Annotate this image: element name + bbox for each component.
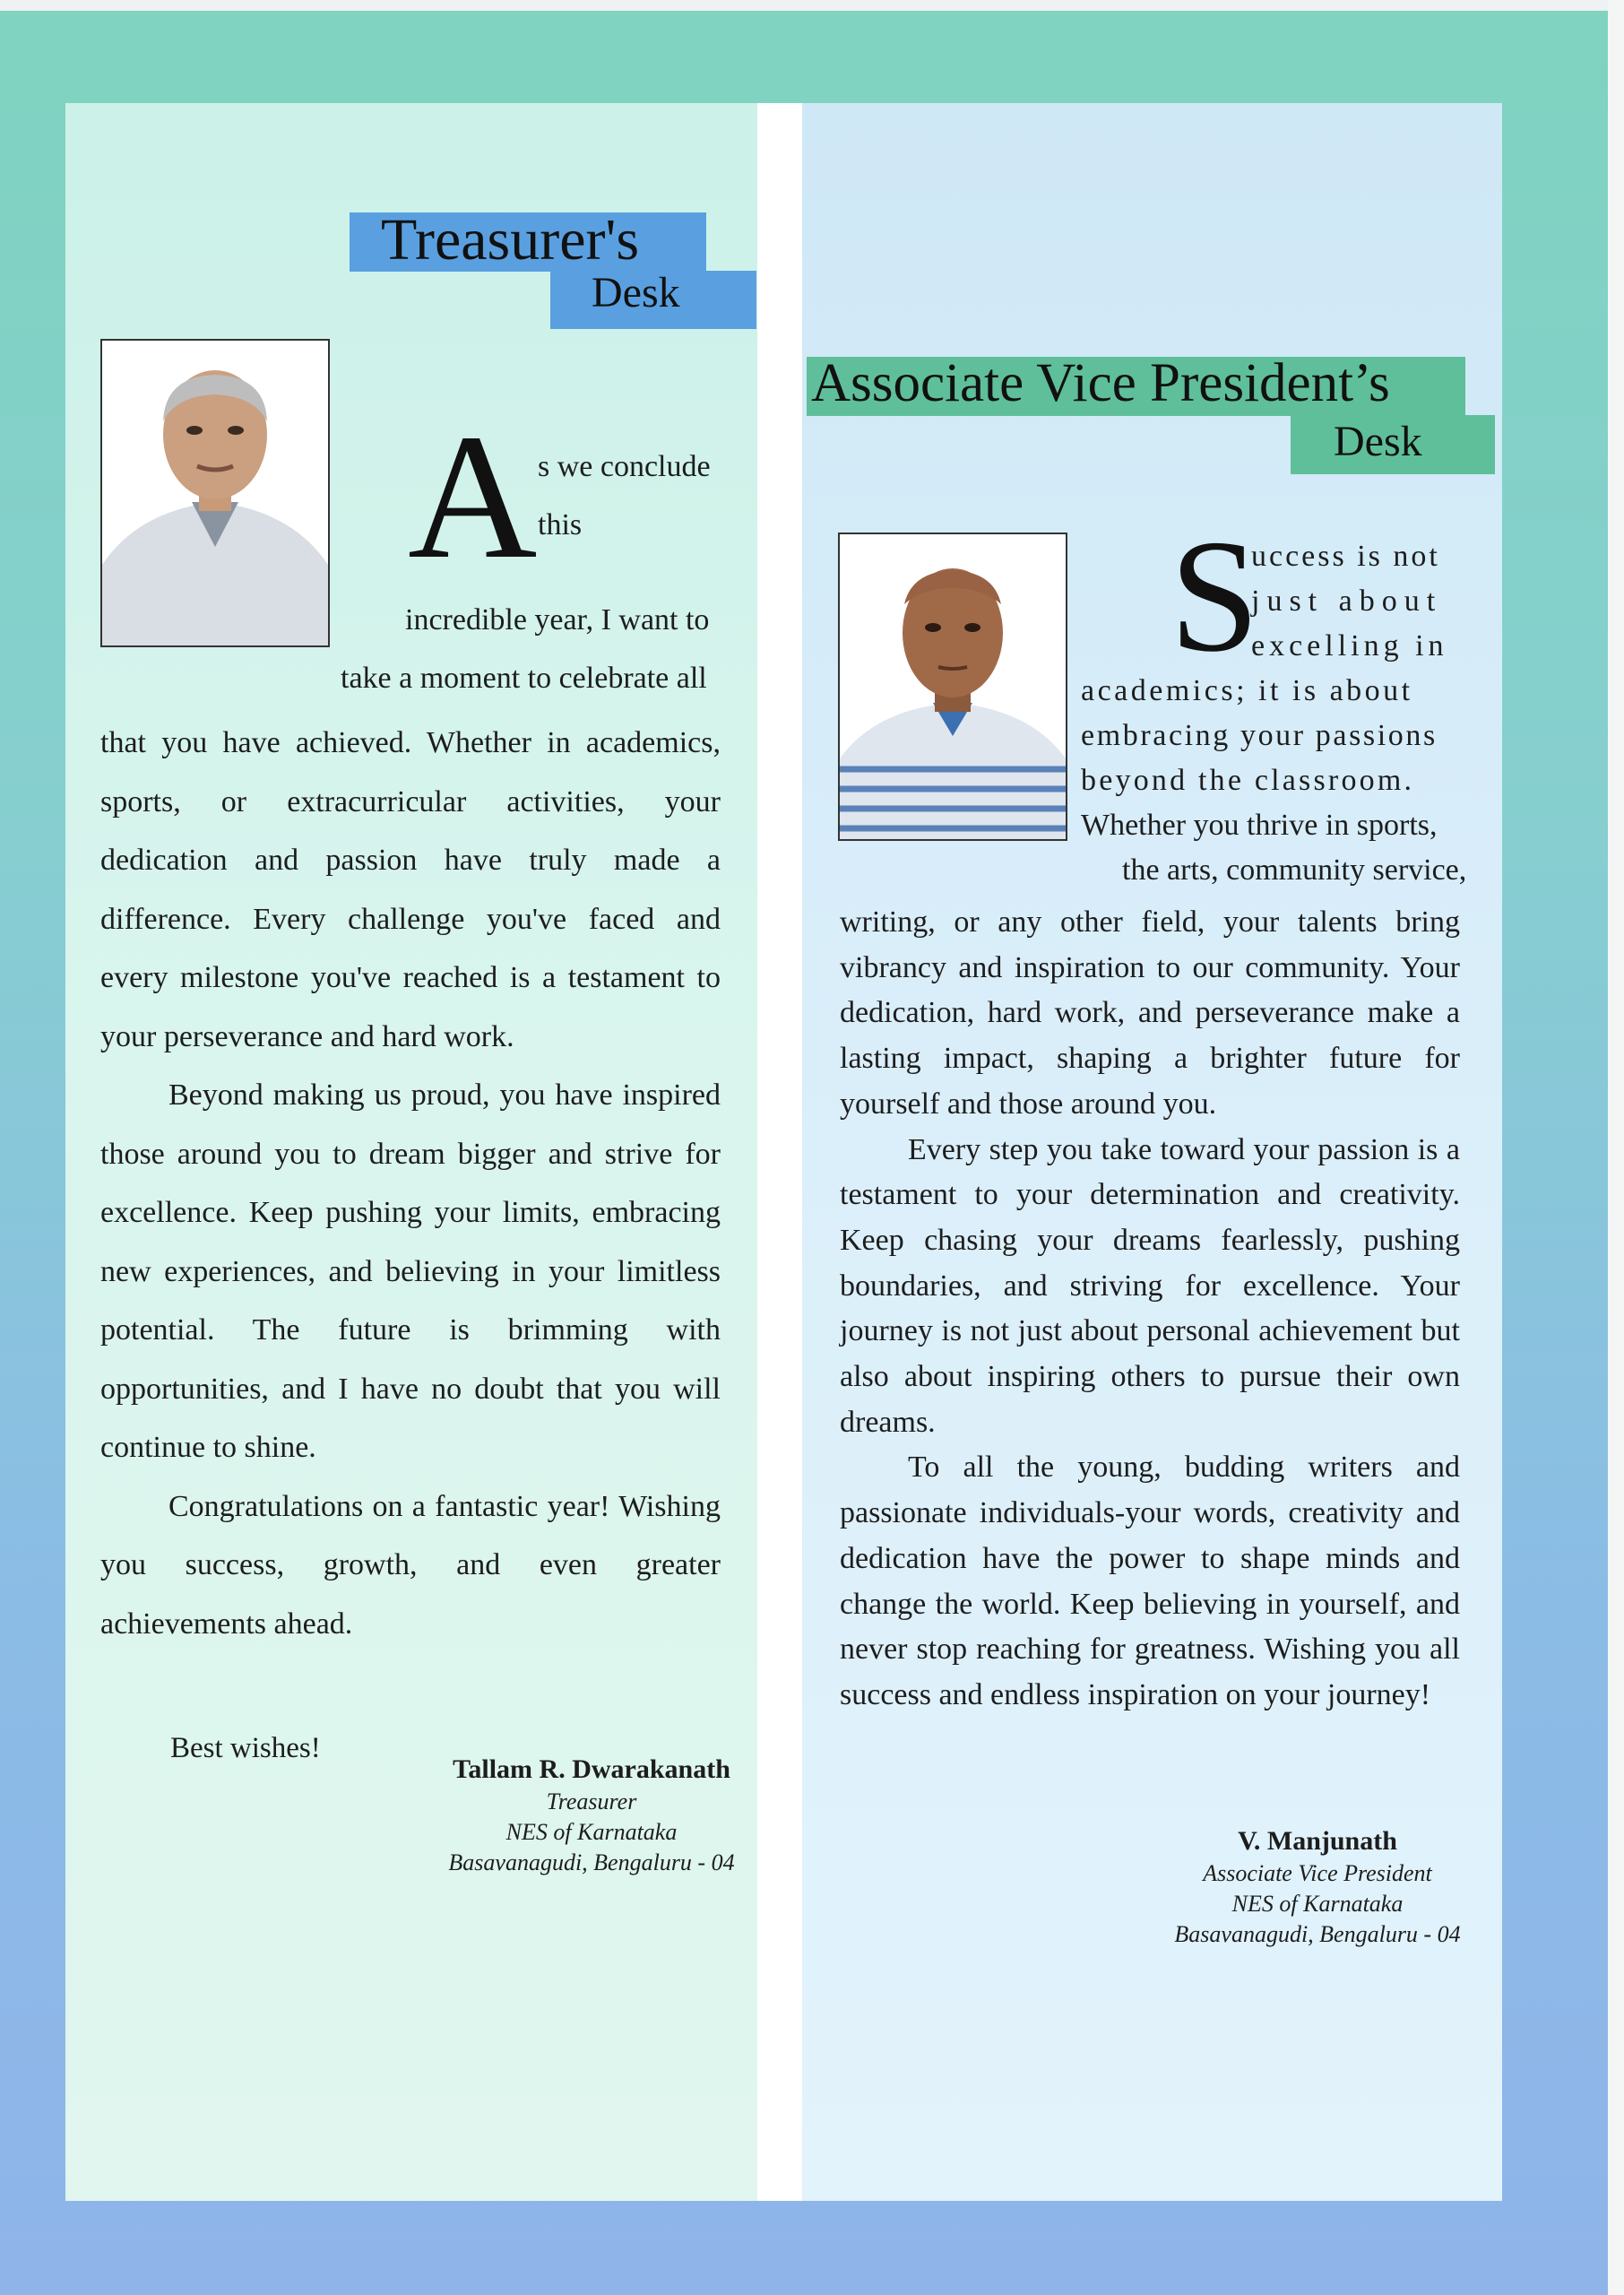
title-line-2: Desk <box>1334 418 1422 465</box>
closing-text: Best wishes! <box>170 1732 321 1764</box>
scan-border-right <box>1608 0 1624 2295</box>
paragraph: To all the young, budding writers and passionate individuals-your words, creativity and dedication have the power to shape minds and change the world. Keep believing in yourself, and never stop reaching for greatness. Wishing you all success and endless inspiration on your journey! <box>840 1451 1460 1711</box>
signatory-org: NES of Karnataka <box>1231 1891 1404 1917</box>
paragraph: that you have achieved. Whether in academics, sports, or extracurricular activities, your dedication and passion have truly made a difference. Every challenge you've faced and every milestone you've reached is a testament to your perseverance and hard work. <box>100 726 721 1053</box>
lead-line: s we conclude <box>538 450 711 483</box>
scan-border-top <box>0 0 1624 11</box>
signatory-address: Basavanagudi, Bengaluru - 04 <box>1174 1921 1461 1947</box>
lead-line: this <box>538 508 583 541</box>
panel-gutter <box>757 103 802 2201</box>
lead-line: incredible year, I want to <box>405 603 710 637</box>
avp-signature <box>1165 1824 1470 1950</box>
signatory-address: Basavanagudi, Bengaluru - 04 <box>448 1849 735 1875</box>
lead-line: embracing your passions <box>1081 719 1438 752</box>
paragraph: Beyond making us proud, you have inspired those around you to dream bigger and strive for excellence. Keep pushing your limits, embracing new experiences, and believing in your limitless potential. The future is brimming with opportunities, and I have no doubt that you will continue to shine. <box>100 1078 721 1464</box>
lead-line: academics; it is about <box>1081 674 1413 707</box>
title-line-2: Desk <box>592 269 680 316</box>
lead-line: Whether you thrive in sports, <box>1081 809 1438 842</box>
signatory-name: V. Manjunath <box>1238 1826 1397 1856</box>
title-line-1: Associate Vice President’s <box>811 353 1390 413</box>
lead-line: the arts, community service, <box>1122 853 1467 887</box>
paragraph: Congratulations on a fantastic year! Wishing you success, growth, and even greater achievements ahead. <box>100 1489 721 1641</box>
drop-cap: S <box>1170 507 1260 685</box>
paragraph: Every step you take toward your passion is a testament to your determination and creativity. Keep chasing your dreams fearlessly, pushing boundaries, and striving for excellence. Your journey is not just about personal achievement but also about inspiring others to pursue their own dreams. <box>840 1132 1460 1439</box>
treasurer-signature <box>430 1753 753 1878</box>
signatory-role: Treasurer <box>546 1788 637 1814</box>
signatory-org: NES of Karnataka <box>505 1819 678 1845</box>
paragraph: writing, or any other field, your talents bring vibrancy and inspiration to our community. Your dedication, hard work, and perseverance make a lasting impact, shaping a brighter future for yourself and those around you. <box>840 905 1460 1121</box>
lead-line: just about <box>1251 585 1443 618</box>
lead-line: excelling in <box>1251 629 1448 663</box>
treasurer-photo <box>100 339 330 647</box>
signatory-name: Tallam R. Dwarakanath <box>453 1754 730 1784</box>
lead-line: take a moment to celebrate all <box>341 662 707 695</box>
treasurer-body <box>100 714 721 1653</box>
drop-cap: A <box>408 398 538 596</box>
signatory-role: Associate Vice President <box>1203 1860 1432 1886</box>
lead-line: uccess is not <box>1251 540 1440 573</box>
avp-photo <box>838 533 1067 841</box>
avp-body <box>840 900 1460 1719</box>
title-line-1: Treasurer's <box>381 207 640 273</box>
lead-line: beyond the classroom. <box>1081 764 1415 797</box>
